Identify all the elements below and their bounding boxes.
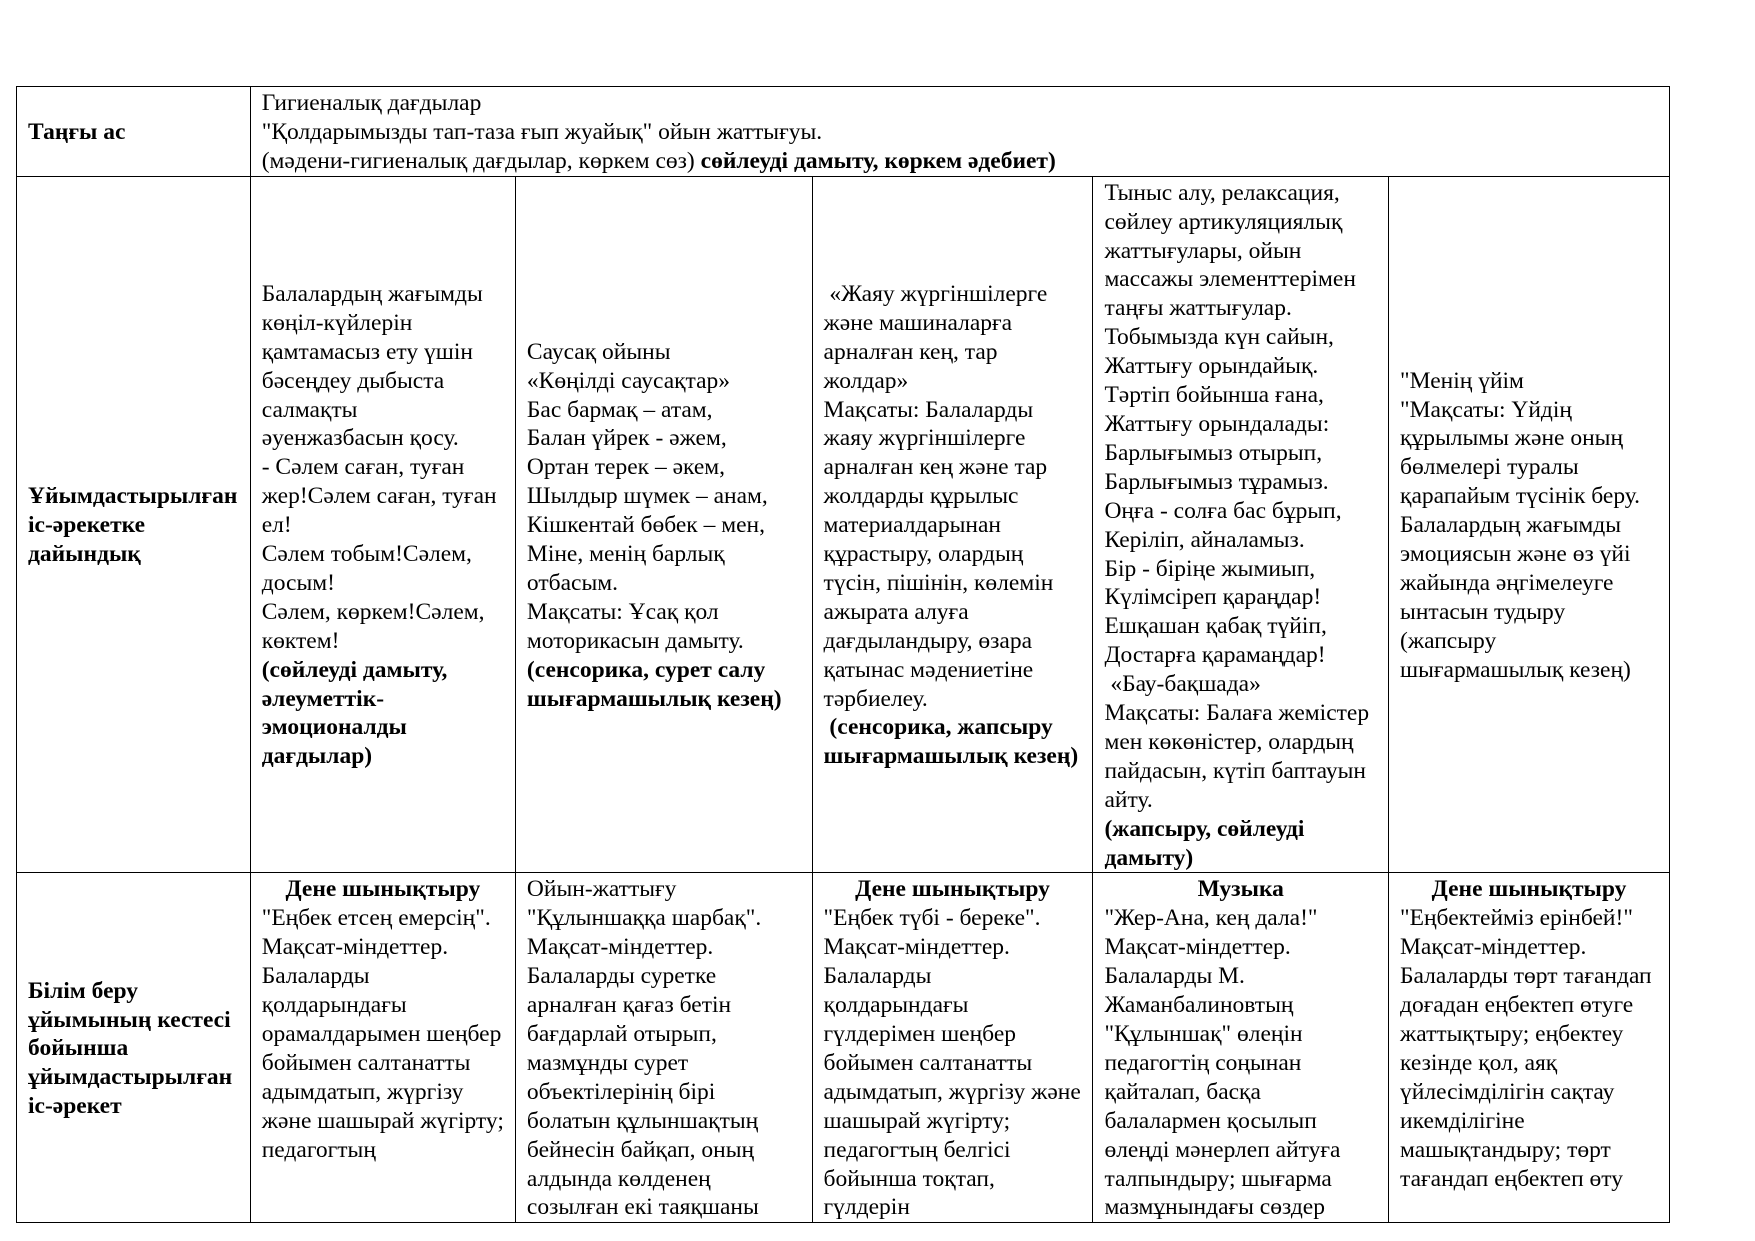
row-label-breakfast: Таңғы ас — [17, 87, 251, 177]
preparation-cell-5 — [1389, 176, 1670, 873]
row-label-preparation: Ұйымдастырылған іс-әрекетке дайындық — [17, 176, 251, 873]
preparation-cell-4-bold: (жапсыру, сөйлеуді дамыту) — [1104, 815, 1311, 871]
daily-plan-table — [16, 86, 1670, 1223]
activity-cell-1-heading: Дене шынықтыру — [285, 876, 481, 903]
row-label-organized-activity: Білім беру ұйымының кестесі бойынша ұйымдастырылған іс-әрекет — [17, 873, 251, 1223]
activity-cell-2 — [515, 873, 812, 1223]
breakfast-note-bold: сөйлеуді дамыту, көркем әдебиет) — [700, 147, 1056, 174]
breakfast-line-3 — [262, 147, 1658, 176]
activity-cell-1 — [250, 873, 515, 1223]
preparation-cell-3 — [812, 176, 1093, 873]
activity-cell-3-text: "Еңбек түбі - береке". Мақсат-міндеттер. Балаларды қолдарындағы гүлдерімен шеңбер бойымен салтанатты адымдатып, жүргізу және шашырай жүгірту; педагогтың белгісі бойынша тоқтап, гүлдерін — [823, 905, 1081, 1221]
preparation-cell-2-bold: (сенсорика, сурет салу шығармашылық кезең) — [526, 656, 782, 712]
activity-cell-1-text: "Еңбек етсең емерсің". Мақсат-міндеттер. Балаларды қолдарындағы орамалдарымен шеңбер бойымен салтанатты адымдатып, жүргізу және шашырай жүгірту; педагогтың — [261, 905, 504, 1163]
activity-cell-2-text: Ойын-жаттығу "Құлыншаққа шарбақ". Мақсат-міндеттер. Балаларды суретке арналған қағаз бетін бағдарлай отырып, мазмұнды сурет объектілерінің бірі болатын құлыншақтың бейнесін байқап, оның алдында көлденең созылған екі таяқшаны — [526, 876, 762, 1221]
breakfast-line-2: "Қолдарымызды тап-таза ғып жуайық" ойын жаттығуы. — [261, 118, 823, 145]
activity-cell-4-heading: Музыка — [1197, 876, 1284, 903]
preparation-cell-4-text: Тыныс алу, релаксация, сөйлеу артикуляциялық жаттығулары, ойын массажы элементтерімен таңғы жаттығулар. Тобымызда күн сайын, Жаттығу орындайық. Тәртіп бойынша ғана, Жаттығу орындалады: Барлығымыз отырып, Барлығымыз тұрамыз. Оңға - солға бас бұрып, Керіліп, айналамыз. Бір - біріңе жымиып, Күлімсіреп қараңдар! Ешқашан қабақ түйіп, Достарға қарамаңдар! «Бау-бақшада» Мақсаты: Балаға жемістер мен көкөністер, олардың пайдасын, күтіп баптауын айту. — [1104, 179, 1370, 813]
activity-cell-3-heading: Дене шынықтыру — [855, 876, 1050, 903]
breakfast-content — [250, 87, 1669, 177]
preparation-cell-2 — [515, 176, 812, 873]
preparation-cell-3-text: «Жаяу жүргіншілерге және машиналарға арналған кең, тар жолдар» Мақсаты: Балаларды жаяу жүргіншілерге арналған кең және тар жолдарды құрылыс материалдарынан құрастыру, олардың түсін, пішінін, көлемін ажырата алуға дағдыландыру, өзара қатынас мәдениетіне тәрбиелеу. — [823, 280, 1054, 712]
table-row-organized-activity — [17, 873, 1670, 1223]
breakfast-note: (мәдени-гигиеналық дағдылар, көркем сөз) — [261, 147, 701, 174]
breakfast-line-1: Гигиеналық дағдылар — [261, 90, 482, 116]
preparation-cell-2-text: Саусақ ойыны «Көңілді саусақтар» Бас бармақ – атам, Балан үйрек - әжем, Ортан терек – әкем, Шылдыр шүмек – анам, Кішкентай бөбек – мен, Міне, менің барлық отбасым. Мақсаты: Ұсақ қол моторикасын дамыту. — [526, 338, 768, 654]
activity-cell-5 — [1389, 873, 1670, 1223]
preparation-cell-5-text: "Менің үйім "Мақсаты: Үйдің құрылымы және оның бөлмелері туралы қарапайым түсінік беру. Балалардың жағымды эмоциясын және өз үйі жайында әңгімелеуге ынтасын тудыру (жапсыру шығармашылық кезең) — [1400, 367, 1641, 683]
preparation-cell-4 — [1093, 176, 1389, 873]
activity-cell-5-text: "Еңбектейміз ерінбей!" Мақсат-міндеттер. Балаларды төрт тағандап доғадан еңбектеп өтуге жаттықтыру; еңбектеу кезінде қол, аяқ үйлесімділігін сақтау икемділігіне машықтандыру; төрт тағандап еңбектеп өту — [1400, 905, 1652, 1192]
preparation-cell-1-bold: (сөйлеуді дамыту, әлеуметтік-эмоционалды дағдылар) — [261, 656, 454, 770]
preparation-cell-3-bold: (сенсорика, жапсыру шығармашылық кезең) — [823, 714, 1079, 770]
table-row-preparation — [17, 176, 1670, 873]
activity-cell-5-heading: Дене шынықтыру — [1431, 876, 1627, 903]
activity-cell-3 — [812, 873, 1093, 1223]
table-row-breakfast — [17, 87, 1670, 177]
preparation-cell-1 — [250, 176, 515, 873]
activity-cell-4 — [1093, 873, 1389, 1223]
preparation-cell-1-text: Балалардың жағымды көңіл-күйлерін қамтамасыз ету үшін бәсеңдеу дыбыста салмақты әуенжазбасын қосу. - Сәлем саған, туған жер!Сәлем саған, туған ел! Сәлем тобым!Сәлем, досым! Сәлем, көркем!Сәлем, көктем! — [261, 280, 497, 654]
activity-cell-4-text: "Жер-Ана, кең дала!" Мақсат-міндеттер. Балаларды М. Жаманбалиновтың "Құлыншақ" өлеңін педагогтің соңынан қайталап, басқа балалармен қосылып өлеңді мәнерлеп айтуға талпындыру; шығарма мазмұнындағы сөздер — [1104, 905, 1341, 1221]
